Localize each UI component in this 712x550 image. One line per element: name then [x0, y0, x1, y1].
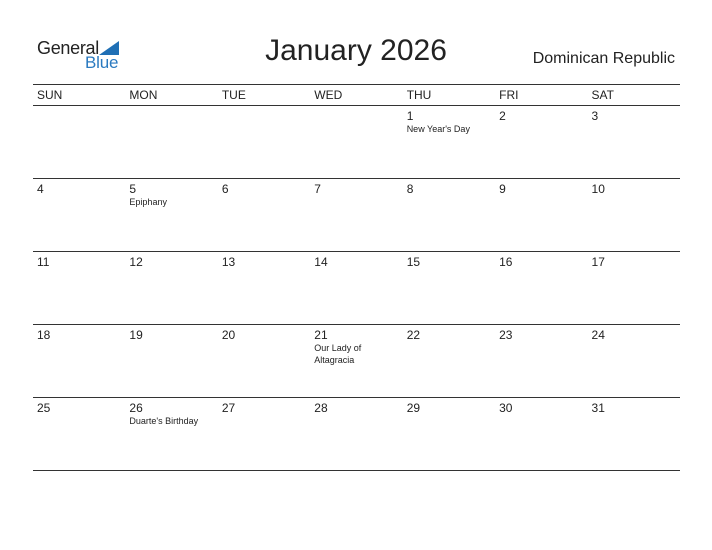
day-number: 1 — [406, 109, 414, 123]
day-number: 29 — [406, 401, 421, 415]
day-cell — [588, 398, 680, 470]
page-title: January 2026 — [265, 34, 447, 67]
day-cell — [310, 179, 402, 251]
day-cell — [310, 398, 402, 470]
week-row-1 — [33, 106, 680, 179]
day-cell — [403, 179, 495, 251]
holiday-label: Our Lady of Altagracia — [314, 343, 362, 365]
day-number: 3 — [591, 109, 599, 123]
day-cell — [495, 106, 587, 178]
day-cell — [403, 106, 495, 178]
holiday-label: Duarte's Birthday — [129, 416, 199, 426]
day-cell — [310, 252, 402, 324]
day-cell — [495, 398, 587, 470]
day-cell — [310, 106, 402, 178]
day-cell — [310, 325, 402, 397]
day-number: 21 — [314, 328, 328, 342]
day-cell — [125, 179, 217, 251]
day-cell — [403, 252, 495, 324]
day-number: 7 — [314, 182, 321, 196]
day-number: 27 — [221, 401, 236, 415]
day-number: 19 — [129, 328, 143, 342]
day-number: 11 — [37, 255, 50, 269]
day-cell — [125, 398, 217, 470]
day-cell — [125, 325, 217, 397]
weekday-sat: SAT — [591, 88, 614, 102]
day-cell — [218, 252, 310, 324]
day-cell — [125, 252, 217, 324]
day-cell — [403, 398, 495, 470]
day-cell — [33, 325, 125, 397]
day-number: 10 — [591, 182, 605, 196]
logo-text-blue: Blue — [85, 53, 119, 72]
day-number: 15 — [406, 255, 421, 269]
day-cell — [33, 252, 125, 324]
day-number: 9 — [499, 182, 506, 196]
day-cell — [495, 179, 587, 251]
day-cell — [33, 106, 125, 178]
day-cell — [33, 179, 125, 251]
day-cell — [33, 398, 125, 470]
calendar-grid — [33, 84, 680, 471]
day-number: 4 — [37, 182, 44, 196]
day-number: 16 — [499, 255, 513, 269]
weekday-mon: MON — [129, 88, 158, 102]
day-number: 26 — [129, 401, 143, 415]
day-cell — [495, 252, 587, 324]
day-number: 5 — [129, 182, 137, 196]
day-cell — [403, 325, 495, 397]
day-cell — [588, 106, 680, 178]
day-cell — [588, 179, 680, 251]
week-row-5 — [33, 398, 680, 471]
day-cell — [495, 325, 587, 397]
day-number: 31 — [591, 401, 605, 415]
day-number: 22 — [406, 328, 421, 342]
day-cell — [218, 398, 310, 470]
day-cell — [588, 252, 680, 324]
day-cell — [125, 106, 217, 178]
day-cell — [218, 325, 310, 397]
weekday-thu: THU — [406, 88, 432, 102]
day-number: 17 — [591, 255, 605, 269]
week-row-3 — [33, 252, 680, 325]
holiday-label: New Year's Day — [406, 124, 470, 134]
day-number: 18 — [37, 328, 51, 342]
day-number: 8 — [406, 182, 414, 196]
weekday-wed: WED — [314, 88, 343, 102]
week-row-4 — [33, 325, 680, 398]
day-number: 30 — [499, 401, 513, 415]
country-label: Dominican Republic — [532, 50, 675, 67]
week-row-2 — [33, 179, 680, 252]
holiday-label: Epiphany — [129, 197, 167, 207]
day-number: 23 — [499, 328, 513, 342]
day-number: 20 — [221, 328, 236, 342]
weekday-header — [33, 84, 680, 106]
day-number: 13 — [221, 255, 236, 269]
day-cell — [218, 106, 310, 178]
day-number: 12 — [129, 255, 143, 269]
weekday-tue: TUE — [221, 88, 246, 102]
day-cell — [218, 179, 310, 251]
weekday-sun: SUN — [37, 88, 63, 102]
weekday-fri: FRI — [499, 88, 519, 102]
logo-text-general: General — [37, 38, 99, 58]
day-cell — [588, 325, 680, 397]
day-number: 28 — [314, 401, 328, 415]
day-number: 25 — [37, 401, 51, 415]
day-number: 24 — [591, 328, 605, 342]
day-number: 2 — [499, 109, 506, 123]
day-number: 6 — [221, 182, 229, 196]
day-number: 14 — [314, 255, 328, 269]
